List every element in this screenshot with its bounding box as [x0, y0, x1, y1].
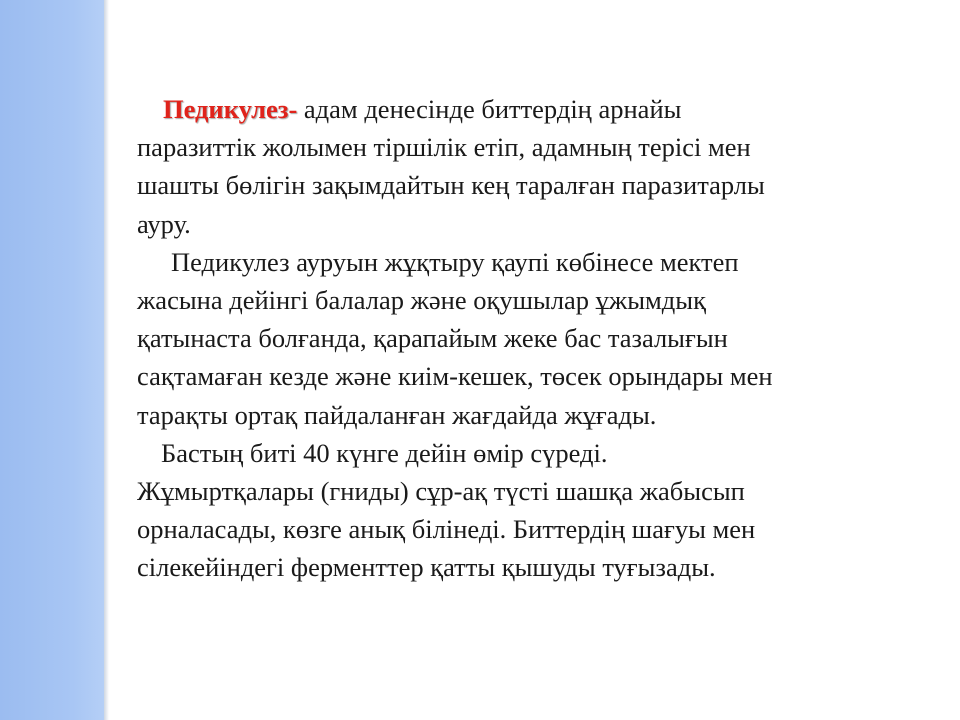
- body-line: сақтамаған кезде және киім-кешек, төсек орындары мен: [137, 361, 773, 392]
- body-line-text: адам денесінде биттердің арнайы: [297, 94, 682, 124]
- body-line: орналасады, көзге анық білінеді. Биттердің шағуы мен: [137, 514, 756, 545]
- body-line: қатынаста болғанда, қарапайым жеке бас тазалығын: [137, 323, 728, 354]
- body-line: Бастың биті 40 күнге дейін өмір сүреді.: [161, 437, 608, 468]
- slide-body-text: [137, 90, 927, 587]
- body-line: жасына дейінгі балалар және оқушылар ұжымдық: [137, 285, 706, 316]
- side-accent-band: [0, 0, 104, 720]
- body-line: Жұмыртқалары (гниды) сұр-ақ түсті шашқа жабысып: [137, 476, 745, 507]
- body-line: [137, 90, 927, 128]
- body-line: Педикулез ауруын жұқтыру қаупі көбінесе мектеп: [171, 246, 739, 277]
- term-highlight: Педикулез-: [163, 94, 298, 124]
- body-line: шашты бөлігін зақымдайтын кең таралған паразитарлы: [137, 170, 765, 201]
- body-line: сілекейіндегі ферменттер қатты қышуды туғызады.: [137, 552, 716, 583]
- body-line: тарақты ортақ пайдаланған жағдайда жұғады.: [137, 399, 657, 430]
- side-band-shadow: [104, 0, 109, 720]
- body-line: паразиттік жолымен тіршілік етіп, адамның терісі мен: [137, 132, 751, 163]
- body-line: ауру.: [137, 208, 191, 239]
